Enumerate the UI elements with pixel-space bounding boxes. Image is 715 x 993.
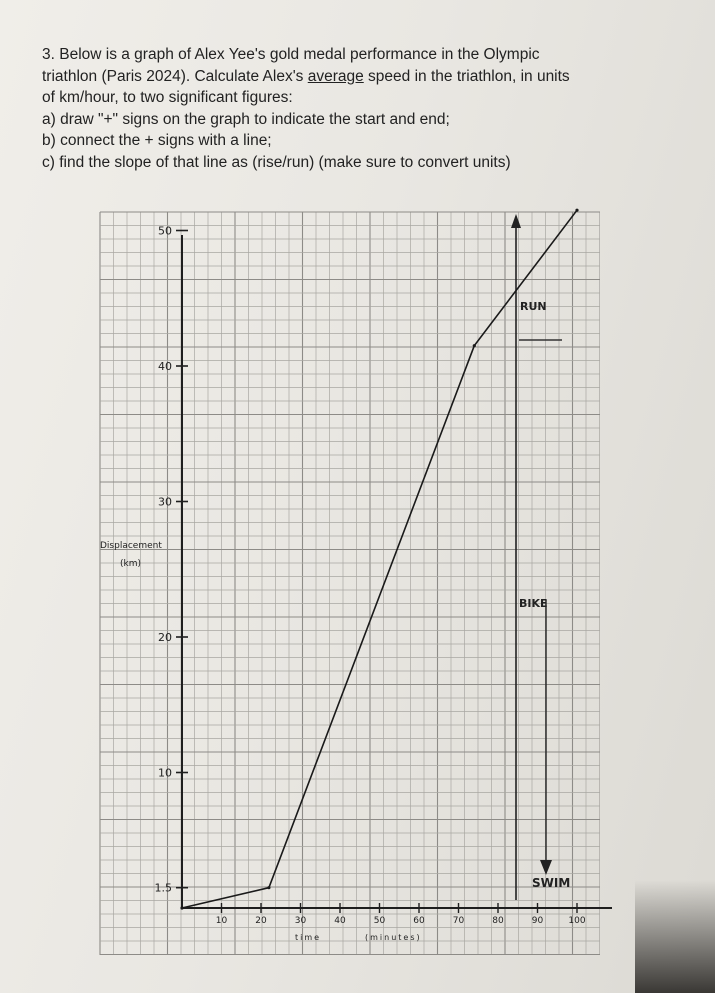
x-tick-label: 20 [255, 916, 267, 926]
data-point [267, 886, 270, 889]
run-segment-label: RUN [520, 300, 547, 313]
y-tick-label: 20 [158, 631, 172, 644]
x-tick-label: 10 [215, 916, 228, 926]
x-axis-label-line-2: (minutes) [365, 933, 422, 942]
bike-segment-label: BIKE [519, 597, 548, 610]
y-axis-label [100, 541, 162, 569]
up-arrow-icon [511, 214, 521, 228]
y-tick-label: 10 [158, 766, 172, 780]
question-line-3: of km/hour, to two significant figures: [42, 89, 293, 106]
x-tick-label: 100 [568, 916, 586, 926]
data-point [473, 344, 476, 347]
x-ticks [216, 903, 586, 926]
question-part-b: b) connect the + signs with a line; [42, 132, 272, 149]
x-tick-label: 30 [294, 916, 307, 926]
grid-lines [100, 212, 600, 955]
x-tick-label: 70 [452, 916, 465, 926]
y-axis-label-line-1: Displacement [100, 541, 162, 551]
y-tick-label: 50 [158, 224, 172, 238]
question-part-c: c) find the slope of that line as (rise/run) (make sure to convert units) [42, 153, 511, 171]
series-line [182, 210, 577, 908]
data-point [575, 209, 578, 212]
y-tick-label: 1.5 [154, 881, 172, 895]
x-tick-label: 80 [492, 916, 504, 926]
question-line-1: 3. Below is a graph of Alex Yee's gold medal performance in the Olympic [42, 46, 540, 63]
y-tick-label: 30 [158, 495, 172, 509]
y-tick-label: 40 [158, 360, 172, 373]
x-tick-label: 50 [373, 916, 386, 926]
average-underlined: average [307, 67, 364, 85]
question-line-2-start: triathlon (Paris 2024). Calculate Alex's [42, 67, 308, 85]
performance-series [180, 209, 578, 910]
question-line-2-end: speed in the triathlon, in units [363, 67, 570, 85]
x-tick-label: 40 [334, 916, 346, 926]
y-axis-label-line-2: (km) [120, 559, 142, 569]
data-point [180, 906, 183, 909]
swim-segment-label: SWIM [532, 876, 571, 890]
question-part-a: a) draw "+" signs on the graph to indicate the start and end; [42, 110, 450, 128]
x-tick-label: 60 [413, 916, 425, 926]
x-axis-label-line-1: time [295, 933, 322, 942]
x-tick-label: 90 [531, 916, 544, 926]
segment-markers [511, 214, 570, 900]
